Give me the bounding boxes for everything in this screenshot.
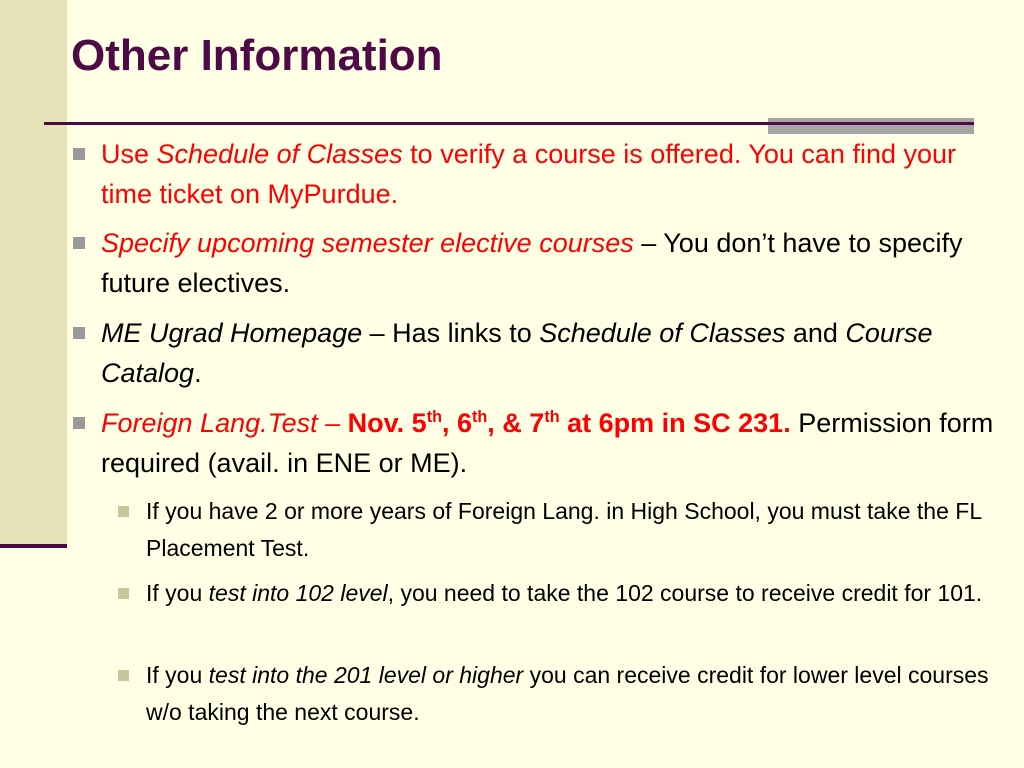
square-bullet-icon (73, 417, 85, 429)
bullet-foreign-lang-test (101, 403, 996, 483)
bullet-schedule-of-classes (101, 134, 996, 214)
square-bullet-icon (118, 588, 129, 599)
subbullet-placement-test (146, 493, 996, 567)
subbullet-text: If you (146, 662, 209, 688)
square-bullet-icon (73, 148, 85, 160)
bullet-text: – You don’t have to specify future electives. (101, 228, 963, 298)
bullet-text: to verify a course is offered. You can find your time ticket on MyPurdue. (101, 139, 957, 209)
test-dates (348, 408, 791, 438)
bullet-ugrad-homepage (101, 313, 996, 393)
bullet-text: Use (101, 139, 157, 169)
square-bullet-icon (118, 506, 129, 517)
ordinal-suffix: th (472, 408, 488, 426)
square-bullet-icon (73, 327, 85, 339)
subbullet-text: , you need to take the 102 course to receive credit for 101. (387, 580, 983, 606)
subbullet-102-level (146, 575, 996, 612)
bullet-emphasis: Foreign Lang.Test – (101, 408, 348, 438)
subbullet-emphasis: test into 102 level (208, 580, 388, 606)
subbullet-text: If you have 2 or more years of Foreign Lang. in High School, you must take the FL Placement Test. (146, 498, 982, 561)
bullet-text: and (785, 318, 846, 348)
square-bullet-icon (73, 237, 85, 249)
ordinal-suffix: th (544, 408, 560, 426)
subbullet-text: If you (146, 580, 209, 606)
date-text: , & 7 (487, 408, 545, 438)
date-text: at 6pm in SC 231. (559, 408, 791, 438)
bullet-elective-courses (101, 223, 996, 303)
square-bullet-icon (118, 670, 129, 681)
bullet-emphasis: Schedule of Classes (539, 318, 786, 348)
subbullet-emphasis: test into the 201 level or higher (208, 662, 524, 688)
bullet-emphasis: ME Ugrad Homepage (101, 318, 363, 348)
subbullet-text: you can receive credit for lower level courses w/o taking the next course. (146, 662, 989, 725)
bullet-emphasis: Course Catalog (101, 318, 933, 388)
subbullet-201-level (146, 657, 996, 731)
ordinal-suffix: th (426, 408, 442, 426)
bullet-text: . (194, 358, 202, 388)
bullet-emphasis: Schedule of Classes (156, 139, 403, 169)
bullet-emphasis: Specify upcoming semester elective courses (101, 228, 634, 258)
slide-title: Other Information (71, 31, 443, 80)
date-text: , 6 (441, 408, 473, 438)
bullet-text: Permission form required (avail. in ENE or ME). (101, 408, 994, 478)
date-text: Nov. 5 (347, 408, 427, 438)
bullet-text: – Has links to (362, 318, 540, 348)
